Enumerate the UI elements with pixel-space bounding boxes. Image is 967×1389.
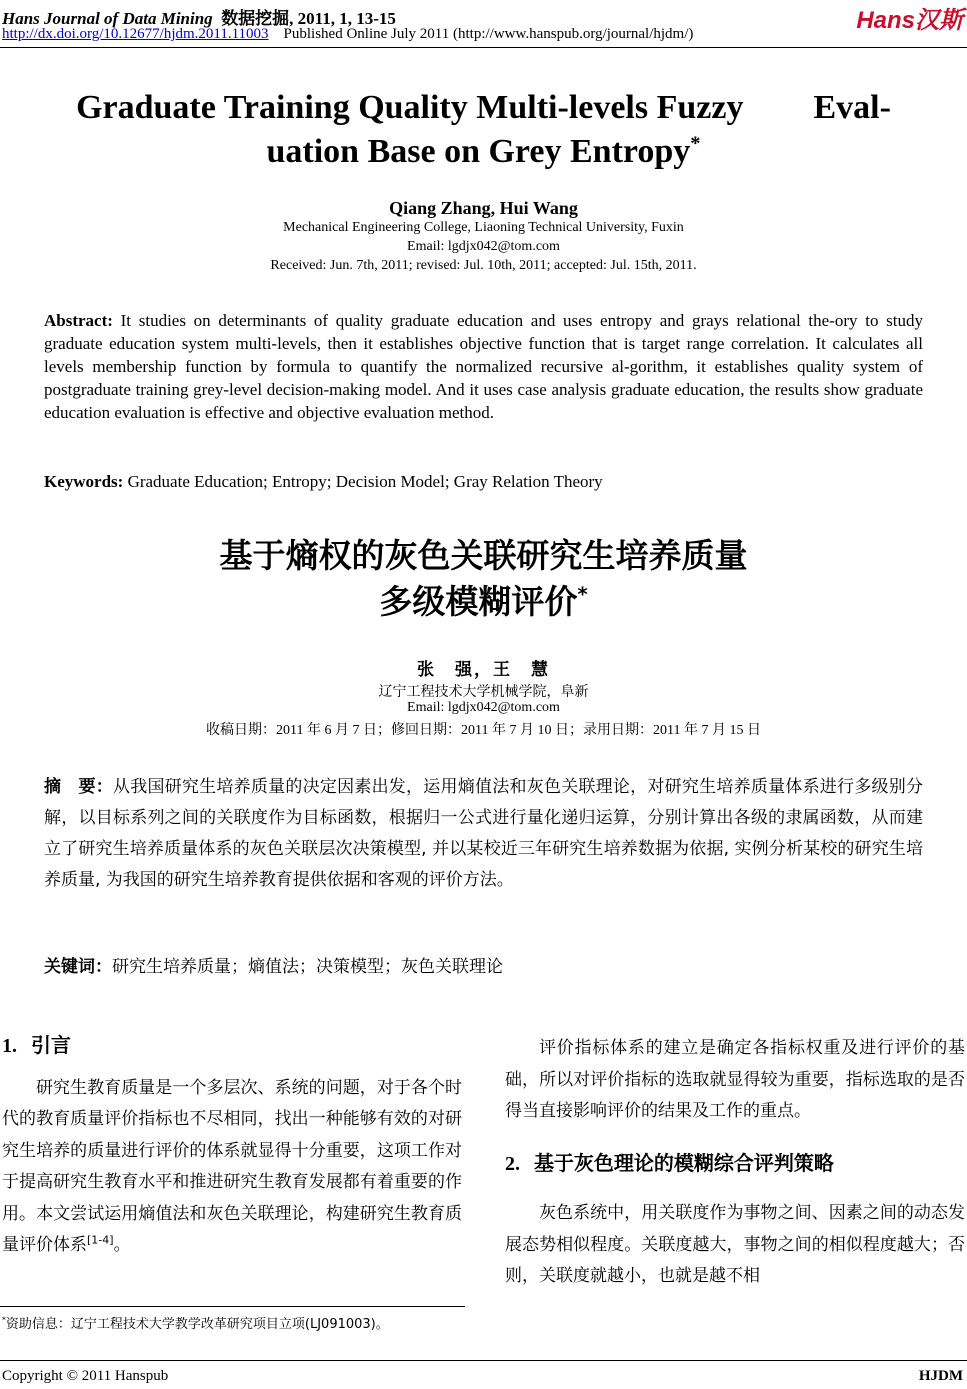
section-1-number: 1. xyxy=(2,1035,17,1057)
right-column xyxy=(505,1033,965,1293)
section-2-heading xyxy=(505,1148,965,1181)
section-2-title: 基于灰色理论的模糊综合评判策略 xyxy=(533,1150,834,1175)
english-title-line2: uation Base on Grey Entropy xyxy=(266,133,691,170)
abstract-label: Abstract: xyxy=(44,311,113,330)
english-email: Email: lgdjx042@tom.com xyxy=(407,239,560,254)
chinese-abstract xyxy=(44,772,923,896)
chinese-title xyxy=(0,533,967,625)
section-1-title: 引言 xyxy=(30,1033,71,1057)
keywords-text: Graduate Education; Entropy; Decision Model; Gray Relation Theory xyxy=(127,472,603,491)
english-keywords xyxy=(44,470,923,493)
chinese-abstract-text: 从我国研究生培养质量的决定因素出发，运用熵值法和灰色关联理论，对研究生培养质量体系进行多级别分解，以目标系列之间的关联度作为目标函数，根据归一公式进行量化递归运算，分别计算出各级的隶属函数，从而建立了研究生培养质量体系的灰色关联层次决策模型, 并以某校近三年研究生培养数据为依据, 实例分析某校的研究生培养质量, 为我国的研究生培养教育提供依据和客观的评价方法。 xyxy=(44,777,924,890)
keywords-label: Keywords: xyxy=(44,472,124,491)
footnote-text: 资助信息：辽宁工程技术大学教学改革研究项目立项(LJ091003)。 xyxy=(5,1317,389,1332)
chinese-keywords-text: 研究生培养质量；熵值法；决策模型；灰色关联理论 xyxy=(112,957,503,977)
journal-cn-issue: 数据挖掘, 2011, 1, 13-15 xyxy=(221,9,396,28)
footnote-divider xyxy=(0,1306,465,1307)
funding-footnote xyxy=(2,1313,389,1332)
english-title xyxy=(0,86,967,174)
section-1-paragraph xyxy=(2,1073,462,1262)
chinese-keywords-label: 关键词： xyxy=(44,957,112,977)
english-abstract xyxy=(44,309,923,424)
chinese-title-line1: 基于熵权的灰色关联研究生培养质量 xyxy=(219,536,748,575)
english-dates: Received: Jun. 7th, 2011; revised: Jul. 10th, 2011; accepted: Jul. 15th, 2011. xyxy=(270,258,697,273)
citation: [1-4] xyxy=(87,1233,114,1247)
header-divider xyxy=(0,47,967,48)
abstract-text: It studies on determinants of quality graduate education and uses entropy and grays relational the-ory to study graduate education system multi-levels, then it establishes objective function that is target range correlation. It calculates all levels membership function by formula to quantify the normalized recursive al-gorithm, it establishes quality system of postgraduate training grey-level decision-making model. And it uses case analysis graduate education, the results show graduate education evaluation is effective and objective evaluation method. xyxy=(44,311,923,422)
section-2-paragraph: 灰色系统中，用关联度作为事物之间、因素之间的动态发展态势相似程度。关联度越大，事物之间的相似程度越大；否则，关联度就越小，也就是越不相 xyxy=(505,1203,965,1286)
chinese-abstract-label: 摘 要： xyxy=(44,777,113,797)
footer-divider xyxy=(0,1360,967,1361)
chinese-authors: 张 强，王 慧 xyxy=(417,660,550,680)
doi-link[interactable]: http://dx.doi.org/10.12677/hjdm.2011.11003 xyxy=(2,26,269,42)
chinese-title-footnote-mark: * xyxy=(577,583,588,606)
section-1-heading xyxy=(2,1030,462,1063)
chinese-email: Email: lgdjx042@tom.com xyxy=(407,700,560,715)
english-title-line1: Graduate Training Quality Multi-levels Fuzzy xyxy=(76,89,744,126)
english-authors: Qiang Zhang, Hui Wang xyxy=(389,198,578,218)
section-1-text: 研究生教育质量是一个多层次、系统的问题，对于各个时代的教育质量评价指标也不尽相同，找出一种能够有效的对研究生培养的质量进行评价的体系就显得十分重要，这项工作对于提高研究生教育水平和推进研究生教育发展都有着重要的作用。本文尝试运用熵值法和灰色关联理论，构建研究生教育质量评价体系 xyxy=(2,1077,462,1255)
doi-line xyxy=(2,26,693,43)
chinese-dates: 收稿日期：2011 年 6 月 7 日；修回日期：2011 年 7 月 10 日；录用日期：2011 年 7 月 15 日 xyxy=(206,723,761,738)
chinese-title-line2: 多级模糊评价 xyxy=(379,582,578,621)
right-paragraph-1: 评价指标体系的建立是确定各指标权重及进行评价的基础，所以对评价指标的选取就显得较为重要，指标选取的是否得当直接影响评价的结果及工作的重点。 xyxy=(505,1038,965,1121)
left-column xyxy=(2,1030,462,1262)
journal-abbreviation: HJDM xyxy=(918,1368,963,1384)
chinese-keywords xyxy=(44,952,923,983)
english-title-line1-end: Eval- xyxy=(813,89,891,126)
hans-logo: Hans汉斯 xyxy=(856,7,963,34)
section-1-end: 。 xyxy=(113,1235,131,1255)
published-online: Published Online July 2011 (http://www.hanspub.org/journal/hjdm/) xyxy=(283,26,694,42)
copyright: Copyright © 2011 Hanspub xyxy=(2,1368,169,1384)
english-affiliation: Mechanical Engineering College, Liaoning Technical University, Fuxin xyxy=(283,220,684,235)
section-2-number: 2. xyxy=(505,1152,520,1175)
title-footnote-mark: * xyxy=(690,132,701,155)
journal-name: Hans Journal of Data Mining xyxy=(2,9,213,28)
chinese-affiliation: 辽宁工程技术大学机械学院，阜新 xyxy=(378,685,589,700)
footnote-mark: * xyxy=(2,1315,6,1325)
